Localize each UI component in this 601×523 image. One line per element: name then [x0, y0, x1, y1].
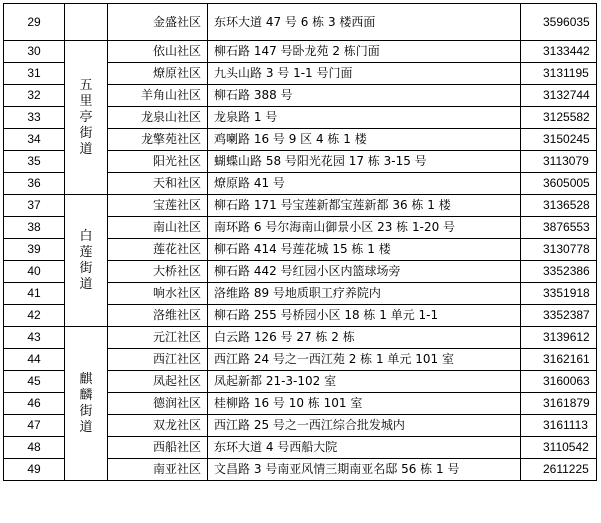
community-phone: 2611225: [521, 459, 597, 481]
community-phone: 3136528: [521, 195, 597, 217]
community-phone: 3150245: [521, 129, 597, 151]
community-phone: 3351918: [521, 283, 597, 305]
street-cell-empty: [65, 4, 108, 41]
row-number: 47: [4, 415, 65, 437]
community-phone: 3162161: [521, 349, 597, 371]
community-name: 洛维社区: [108, 305, 208, 327]
community-address: 柳石路 388 号: [208, 85, 521, 107]
row-number: 36: [4, 173, 65, 195]
community-name: 龙擎苑社区: [108, 129, 208, 151]
community-name: 南亚社区: [108, 459, 208, 481]
row-number: 48: [4, 437, 65, 459]
community-address: 龙泉路 1 号: [208, 107, 521, 129]
community-address: 柳石路 442 号红园小区内篮球场旁: [208, 261, 521, 283]
row-number: 34: [4, 129, 65, 151]
row-number: 30: [4, 41, 65, 63]
community-phone: 3130778: [521, 239, 597, 261]
row-number: 37: [4, 195, 65, 217]
community-name: 天和社区: [108, 173, 208, 195]
community-name: 元江社区: [108, 327, 208, 349]
community-name: 燎原社区: [108, 63, 208, 85]
community-address: 洛维路 89 号地质职工疗养院内: [208, 283, 521, 305]
community-phone: 3113079: [521, 151, 597, 173]
row-number: 40: [4, 261, 65, 283]
community-address: 燎原路 41 号: [208, 173, 521, 195]
row-number: 39: [4, 239, 65, 261]
table-row: [4, 327, 597, 349]
community-name: 大桥社区: [108, 261, 208, 283]
community-address: 白云路 126 号 27 栋 2 栋: [208, 327, 521, 349]
community-phone: 3596035: [521, 4, 597, 41]
table-row: [4, 4, 597, 41]
row-number: 32: [4, 85, 65, 107]
community-address: 鸡喇路 16 号 9 区 4 栋 1 楼: [208, 129, 521, 151]
street-name-cell: [65, 41, 108, 195]
community-name: 南山社区: [108, 217, 208, 239]
community-address: 柳石路 414 号莲花城 15 栋 1 楼: [208, 239, 521, 261]
community-name: 金盛社区: [108, 4, 208, 41]
row-number: 45: [4, 371, 65, 393]
row-number: 49: [4, 459, 65, 481]
community-address: 柳石路 255 号桥园小区 18 栋 1 单元 1-1: [208, 305, 521, 327]
street-name: 五里亭街道: [79, 77, 93, 157]
community-name: 双龙社区: [108, 415, 208, 437]
row-number: 46: [4, 393, 65, 415]
community-name: 依山社区: [108, 41, 208, 63]
row-number: 35: [4, 151, 65, 173]
community-address: 九头山路 3 号 1-1 号门面: [208, 63, 521, 85]
community-address: 凤起新都 21-3-102 室: [208, 371, 521, 393]
community-phone: 3110542: [521, 437, 597, 459]
row-number: 29: [4, 4, 65, 41]
table-row: [4, 195, 597, 217]
community-phone: 3605005: [521, 173, 597, 195]
street-name: 白莲街道: [79, 228, 93, 292]
community-address: 柳石路 147 号卧龙苑 2 栋门面: [208, 41, 521, 63]
community-phone: 3352386: [521, 261, 597, 283]
community-name: 龙泉山社区: [108, 107, 208, 129]
row-number: 44: [4, 349, 65, 371]
community-address: 东环大道 47 号 6 栋 3 楼西面: [208, 4, 521, 41]
community-address: 柳石路 171 号宝莲新都宝莲新都 36 栋 1 楼: [208, 195, 521, 217]
community-address: 西江路 24 号之一西江苑 2 栋 1 单元 101 室: [208, 349, 521, 371]
street-name-cell: [65, 195, 108, 327]
community-name: 宝莲社区: [108, 195, 208, 217]
street-name-cell: [65, 327, 108, 481]
row-number: 33: [4, 107, 65, 129]
community-name: 德润社区: [108, 393, 208, 415]
community-table: [3, 3, 597, 481]
community-name: 响水社区: [108, 283, 208, 305]
community-name: 凤起社区: [108, 371, 208, 393]
community-phone: 3131195: [521, 63, 597, 85]
community-phone: 3352387: [521, 305, 597, 327]
community-phone: 3160063: [521, 371, 597, 393]
community-name: 莲花社区: [108, 239, 208, 261]
community-address: 东环大道 4 号西船大院: [208, 437, 521, 459]
community-name: 西船社区: [108, 437, 208, 459]
community-name: 羊角山社区: [108, 85, 208, 107]
community-phone: 3876553: [521, 217, 597, 239]
community-phone: 3125582: [521, 107, 597, 129]
community-phone: 3161879: [521, 393, 597, 415]
community-address: 西江路 25 号之一西江综合批发城内: [208, 415, 521, 437]
community-address: 南环路 6 号尔海南山御景小区 23 栋 1-20 号: [208, 217, 521, 239]
community-name: 西江社区: [108, 349, 208, 371]
row-number: 38: [4, 217, 65, 239]
community-address: 蝴蝶山路 58 号阳光花园 17 栋 3-15 号: [208, 151, 521, 173]
row-number: 42: [4, 305, 65, 327]
street-name: 麒麟街道: [79, 371, 93, 435]
community-address: 文昌路 3 号南亚风情三期南亚名邸 56 栋 1 号: [208, 459, 521, 481]
table-row: [4, 41, 597, 63]
row-number: 41: [4, 283, 65, 305]
community-name: 阳光社区: [108, 151, 208, 173]
community-address: 桂柳路 16 号 10 栋 101 室: [208, 393, 521, 415]
row-number: 43: [4, 327, 65, 349]
community-phone: 3133442: [521, 41, 597, 63]
community-phone: 3132744: [521, 85, 597, 107]
community-phone: 3139612: [521, 327, 597, 349]
row-number: 31: [4, 63, 65, 85]
community-phone: 3161113: [521, 415, 597, 437]
